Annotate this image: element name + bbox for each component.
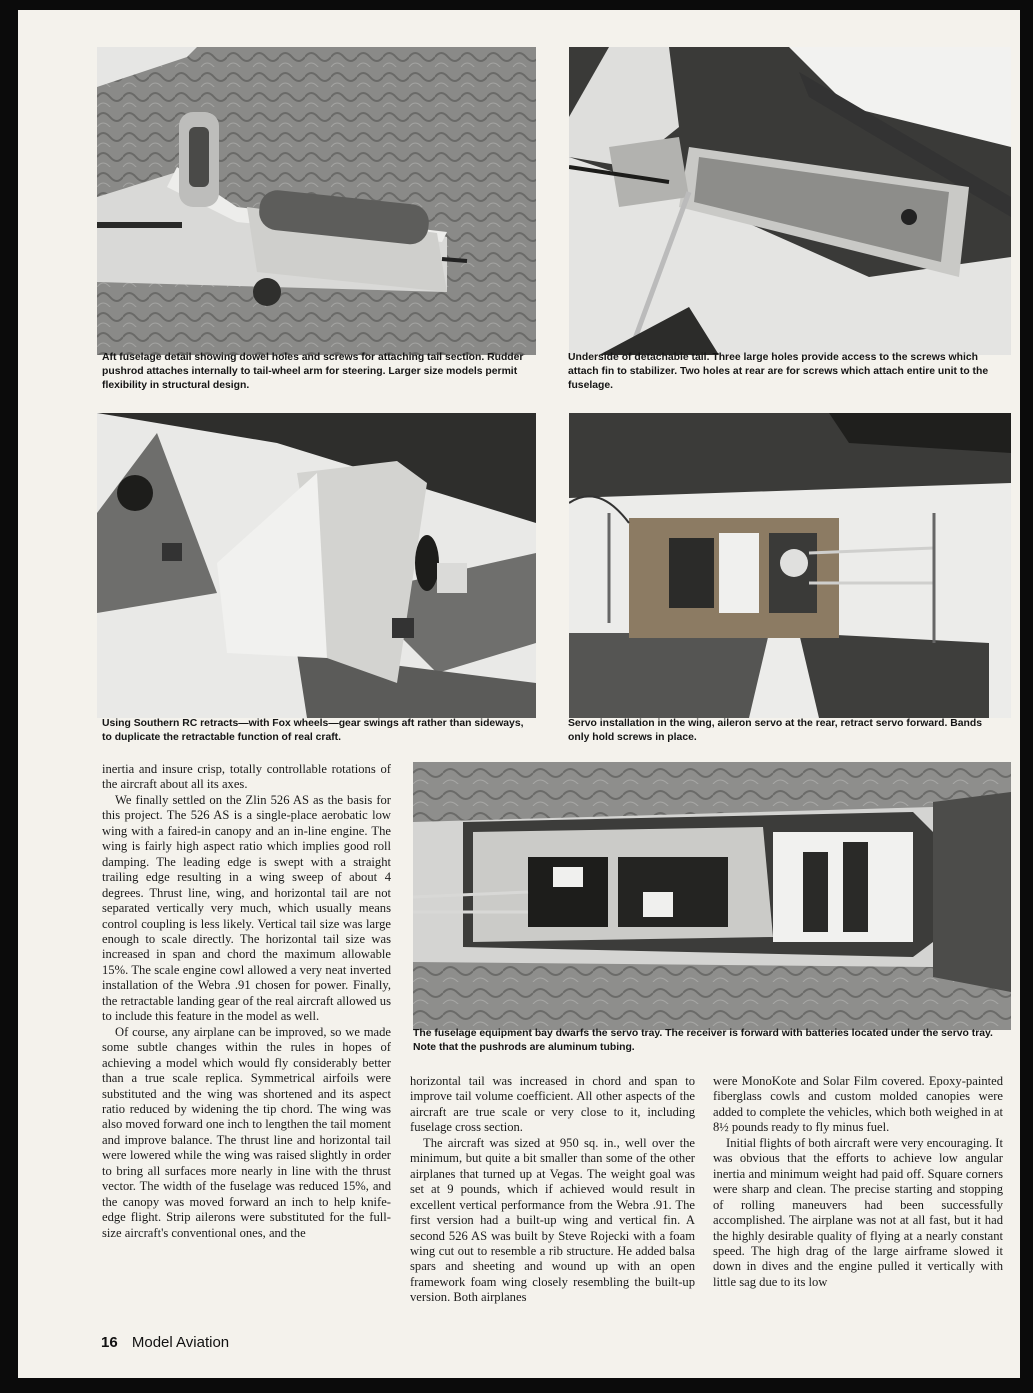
caption-detachable-tail: Underside of detachable tail. Three large holes provide access to the screws which attach fin to stabilizer. Two holes at rear are for screws which attach entire unit to the fuselage.: [568, 352, 989, 391]
article-paragraph: horizontal tail was increased in chord and span to improve tail volume coefficient. All other aspects of the aircraft are true scale or very close to it, including fuselage cross section.: [410, 1074, 695, 1135]
magazine-title: Model Aviation: [131, 1334, 230, 1351]
photo-aft-fuselage: [97, 47, 536, 355]
photo-equipment-bay: [413, 762, 1011, 1030]
photo-tail-underside: [569, 47, 1011, 355]
magazine-page: [18, 10, 1020, 1378]
article-paragraph: Of course, any airplane can be improved, so we made some subtle changes within the rules in hopes of achieving a model which would fly considerably better than a true scale replica. Symmetrical airfoils were substituted and the wing was shortened and its aspect ratio reduced by widening the tip chord. The wing was also moved forward one inch to lengthen the tail moment and improve balance. The thrust line and horizontal tail were lowered while the wing was raised slightly in order to bring all surfaces more nearly in line with the thrust vector. The width of the fuselage was reduced 15%, and the canopy was moved forward an inch to help knife-edge flight. Strip ailerons were substituted for the full-size aircraft's conventional ones, and the: [102, 1024, 391, 1240]
article-column-1: [102, 762, 391, 1241]
page-footer: [101, 1334, 229, 1351]
caption-aft-fuselage: Aft fuselage detail showing dowel holes and screws for attaching tail section. Rudder pushrod attaches internally to tail-wheel arm for steering. Larger size models permit flexibility in structural design.: [102, 352, 524, 391]
caption-retracts: Using Southern RC retracts—with Fox wheels—gear swings aft rather than sideways, to duplicate the retractable function of real craft.: [102, 718, 524, 743]
article-column-2: [410, 1074, 695, 1306]
article-column-3: [713, 1074, 1003, 1290]
caption-servo-install: Servo installation in the wing, aileron servo at the rear, retract servo forward. Bands only hold screws in place.: [568, 718, 983, 743]
article-paragraph: inertia and insure crisp, totally controllable rotations of the aircraft about all its axes.: [102, 762, 391, 792]
caption-equipment-bay: The fuselage equipment bay dwarfs the servo tray. The receiver is forward with batteries located under the servo tray. Note that the pushrods are aluminum tubing.: [413, 1028, 993, 1053]
page-number: 16: [101, 1334, 118, 1351]
photo-servo-install: [569, 413, 1011, 718]
article-paragraph: We finally settled on the Zlin 526 AS as the basis for this project. The 526 AS is a single-place aerobatic low wing with a faired-in canopy and an in-line engine. The wing is fairly high aspect ratio which implies good roll damping. The leading edge is swept with a straight trailing edge resulting in a wing sweep of about 4 degrees. Thrust line, wing, and horizontal tail are not separated vertically very much, which usually means control coupling is less likely. Vertical tail size was large enough to scale directly. The horizontal tail size was increased in span and chord the maximum allowable 15%. The scale engine cowl allowed a very neat inverted installation of the Webra .91 chosen for power. Finally, the retractable landing gear of the real aircraft allowed us to include this feature in the model as well.: [102, 792, 391, 1024]
article-paragraph: Initial flights of both aircraft were very encouraging. It was obvious that the efforts to achieve low angular inertia and minimum weight had paid off. Square corners were sharp and clean. The precise starting and stopping of rolling maneuvers had been successfully accomplished. The airplane was not at all fast, but it had the highly desirable quality of flying at a nearly constant speed. The high drag of the large airframe slowed it down in dives and the engine pulled it vertically with little sag due to its low: [713, 1135, 1003, 1289]
article-paragraph: The aircraft was sized at 950 sq. in., well over the minimum, but quite a bit smaller than some of the other airplanes that turned up at Vegas. The weight goal was set at 9 pounds, which if achieved would result in excellent vertical performance from the Webra .91. The first version had a built-up wing and vertical fin. A second 526 AS was built by Steve Rojecki with a foam wing cut out to resemble a rib structure. He added balsa spars and sheeting and wound up with an open framework foam wing closely resembling the built-up version. Both airplanes: [410, 1135, 695, 1305]
article-paragraph: were MonoKote and Solar Film covered. Epoxy-painted fiberglass cowls and custom molded canopies were added to complete the vehicles, which both weighed in at 8½ pounds ready to fly minus fuel.: [713, 1074, 1003, 1135]
photo-wing-retracts: [97, 413, 536, 718]
